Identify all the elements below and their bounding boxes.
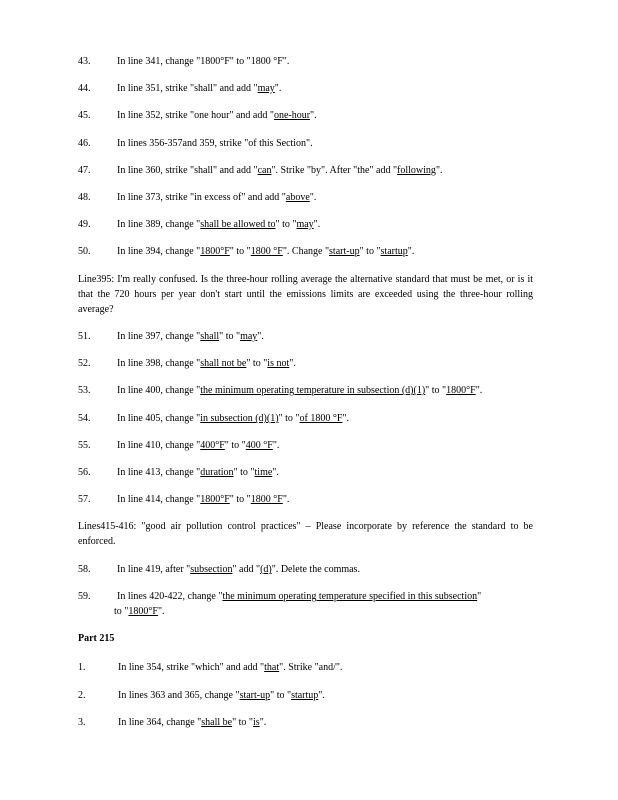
inserted-text: of 1800 °F [299,413,343,424]
inserted-text: startup [380,246,408,257]
text-run: In line 360, strike "shall" and add " [117,165,258,176]
item-text [118,717,266,729]
item-text [117,56,289,68]
inserted-text: following [397,165,436,176]
text-run: In line 400, change " [117,385,201,396]
inserted-text: 400 °F [245,440,273,451]
text-run: In line 410, change " [117,440,201,451]
inserted-text: 1800°F [200,246,230,257]
item-number: 53. [78,385,91,396]
text-run: ". Change " [282,246,330,257]
item-text [117,591,481,603]
item-text [117,494,289,506]
text-run: In line 405, change " [117,413,201,424]
text-run: ". [274,83,282,94]
item-number: 2. [78,690,86,701]
text-run: ". [475,385,483,396]
text-run: In lines 356-357and 359, strike "of this Section". [117,138,313,149]
inserted-text: shall be [201,717,233,728]
item-number: 48. [78,192,91,203]
text-run: " to " [233,467,255,478]
inserted-text: 1800 °F [250,246,283,257]
text-run: In line 394, change " [117,246,201,257]
text-run: ". [342,413,349,424]
item-number: 46. [78,138,91,149]
item-number: 44. [78,83,91,94]
text-run: ". [272,467,279,478]
text-run: " to " [425,385,447,396]
text-run: In line 419, after " [117,564,191,575]
item-number: 59. [78,591,91,602]
text-run: ". [289,358,296,369]
item-number: 45. [78,110,91,121]
text-run: ". [259,717,267,728]
inserted-text: shall not be [200,358,247,369]
inserted-text: subsection [190,564,233,575]
text-run: " [477,591,482,602]
item-number: 47. [78,165,91,176]
inserted-text: 1800°F [446,385,476,396]
text-run: " to " [275,219,297,230]
text-run: " to " [246,358,268,369]
text-run: ". [318,690,325,701]
section-heading: Part 215 [78,633,115,644]
text-run: " to " [224,440,246,451]
text-run: ". [407,246,415,257]
item-number: 58. [78,564,91,575]
text-run: " to " [232,717,254,728]
inserted-text: start-up [329,246,360,257]
text-run: In line 414, change " [117,494,201,505]
text-run: In line 364, change " [118,717,202,728]
text-run: In line 397, change " [117,331,201,342]
comment-paragraph: Line395: I'm really confused. Is the three-hour rolling average the alternative standard that must be met, or is it that the 720 hours per year don't start until the emissions limits are exceeded using the three-hour rolling average? [78,274,533,315]
inserted-text: duration [200,467,234,478]
inserted-text: 1800°F [200,494,230,505]
inserted-text: may [240,331,258,342]
comment-paragraph: Lines415-416: "good air pollution control practices" – Please incorporate by reference the standard to be enforced. [78,521,533,547]
text-run: In line 341, change "1800°F" to "1800 °F". [117,56,290,67]
item-text [117,219,320,231]
inserted-text: can [257,165,272,176]
item-number: 1. [78,662,86,673]
inserted-text: is not [267,358,290,369]
text-run: " to " [278,413,300,424]
text-run: ". [157,606,165,617]
item-text [117,385,482,397]
inserted-text: time [254,467,273,478]
item-text [117,138,313,150]
text-run: In line 398, change " [117,358,201,369]
item-text [117,165,443,177]
item-text [117,467,279,479]
text-run: ". [257,331,264,342]
inserted-text: 1800 °F [250,494,283,505]
text-run: to " [114,606,129,617]
text-run: " to " [270,690,292,701]
item-number: 57. [78,494,91,505]
text-run: ". [272,440,280,451]
item-number: 43. [78,56,91,67]
inserted-text: shall [200,331,220,342]
inserted-text: above [285,192,310,203]
text-run: ". [309,192,317,203]
text-run: In lines 420-422, change " [117,591,223,602]
item-number: 55. [78,440,91,451]
item-number: 51. [78,331,91,342]
text-run: In line 351, strike "shall" and add " [117,83,258,94]
item-text [118,662,342,674]
text-run: ". [435,165,443,176]
inserted-text: the minimum operating temperature in subsection (d)(1) [200,385,426,396]
item-number: 50. [78,246,91,257]
inserted-text: the minimum operating temperature specified in this subsection [222,591,478,602]
item-text [118,690,325,702]
text-run: ". Delete the commas. [271,564,360,575]
inserted-text: that [264,662,280,673]
inserted-text: one-hour [273,110,311,121]
item-number: 3. [78,717,86,728]
item-number: 56. [78,467,91,478]
item-text [117,192,316,204]
text-run: " to " [229,494,251,505]
item-number: 54. [78,413,91,424]
text-run: ". [313,219,321,230]
text-run: " to " [219,331,241,342]
item-text [117,331,264,343]
text-run: " add " [232,564,261,575]
text-run: In line 354, strike "which" and add " [118,662,265,673]
item-number: 52. [78,358,91,369]
item-text [117,358,296,370]
inserted-text: may [296,219,314,230]
text-run: ". Strike "and/". [279,662,343,673]
text-run: ". [282,494,290,505]
item-text [117,110,317,122]
inserted-text: start-up [239,690,271,701]
text-run: " to " [359,246,381,257]
item-text [117,564,360,576]
item-text-continuation [114,606,165,618]
text-run: " to " [229,246,251,257]
item-text [117,83,281,95]
item-number: 49. [78,219,91,230]
text-run: In lines 363 and 365, change " [118,690,240,701]
item-text [117,246,414,258]
text-run: In line 373, strike "in excess of" and add " [117,192,286,203]
inserted-text: is [253,717,260,728]
text-run: In line 413, change " [117,467,201,478]
inserted-text: shall be allowed to [200,219,276,230]
text-run: ". [310,110,317,121]
text-run: In line 389, change " [117,219,201,230]
item-text [117,440,279,452]
inserted-text: 1800°F [128,606,158,617]
item-text [117,413,349,425]
text-run: In line 352, strike "one hour" and add " [117,110,274,121]
inserted-text: 400°F [200,440,225,451]
inserted-text: startup [291,690,319,701]
inserted-text: (d) [260,564,272,575]
inserted-text: may [257,83,275,94]
inserted-text: in subsection (d)(1) [200,413,279,424]
text-run: ". Strike "by". After "the" add " [271,165,398,176]
